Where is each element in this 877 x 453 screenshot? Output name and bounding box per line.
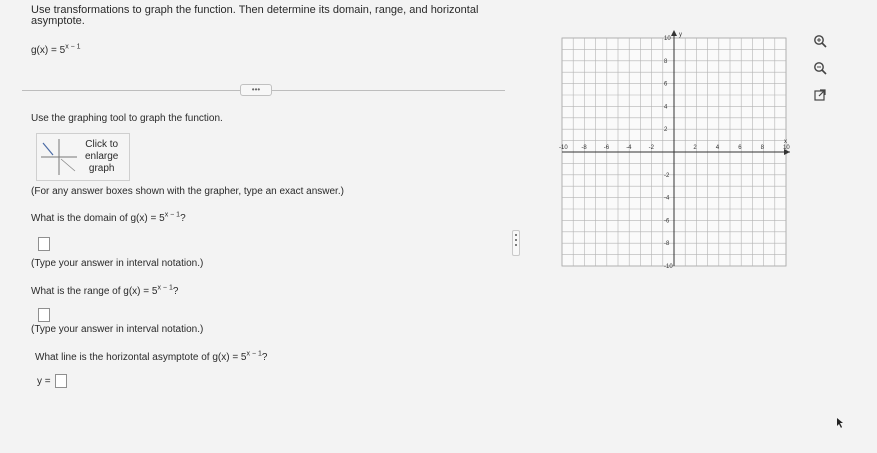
zoom-out-icon[interactable] xyxy=(812,60,828,76)
y-axis-arrow xyxy=(671,30,677,36)
mini-graph-icon xyxy=(39,137,79,177)
y-tick-label: 8 xyxy=(664,58,668,65)
panel-resize-handle[interactable] xyxy=(512,230,520,256)
function-definition xyxy=(31,45,81,56)
x-tick-label: -10 xyxy=(559,145,568,151)
zoom-in-icon[interactable] xyxy=(812,33,828,49)
asymptote-answer-box[interactable] xyxy=(55,374,67,388)
x-tick-label: 2 xyxy=(693,145,697,151)
x-tick-label: 4 xyxy=(715,145,720,151)
range-question: What is the range of $g(x) = 5^{x - 1}$? xyxy=(31,284,179,297)
y-tick-label: 4 xyxy=(664,104,668,111)
y-tick-label: -2 xyxy=(664,172,670,179)
y-tick-label: -4 xyxy=(664,195,670,202)
function-exponent: x − 1 xyxy=(65,43,81,51)
y-tick-label: 2 xyxy=(664,127,668,134)
x-axis-label: x xyxy=(784,139,787,145)
expand-ellipsis-button[interactable]: ••• xyxy=(240,84,272,96)
x-tick-label: -2 xyxy=(648,145,654,151)
y-tick-label: -10 xyxy=(664,264,673,270)
graph-prompt: Use the graphing tool to graph the function. xyxy=(31,113,223,124)
y-tick-label: -6 xyxy=(664,218,670,225)
x-tick-label: -4 xyxy=(626,145,632,151)
x-tick-label: 10 xyxy=(783,145,790,151)
y-tick-label: 6 xyxy=(664,81,668,88)
x-tick-label: 6 xyxy=(738,145,742,151)
x-tick-label: -6 xyxy=(603,145,610,151)
function-lhs: g(x) = 5 xyxy=(31,45,66,56)
coordinate-graph[interactable] xyxy=(556,30,796,275)
x-tick-label: 8 xyxy=(760,145,764,151)
question-instruction: Use transformations to graph the function. Then determine its domain, range, and horizontal asymptote. xyxy=(31,4,479,27)
domain-question: What is the domain of $g(x) = 5^{x - 1}$? xyxy=(31,211,186,224)
range-hint: (Type your answer in interval notation.) xyxy=(31,324,204,335)
y-axis-label: y xyxy=(679,32,682,38)
asymptote-question: What line is the horizontal asymptote of $g(x) = 5^{x - 1}$? xyxy=(35,350,268,363)
y-tick-label: -8 xyxy=(664,241,670,248)
external-link-icon[interactable] xyxy=(812,87,828,103)
domain-hint: (Type your answer in interval notation.) xyxy=(31,258,204,269)
exact-answer-note: (For any answer boxes shown with the grapher, type an exact answer.) xyxy=(31,186,344,197)
domain-answer-box[interactable] xyxy=(38,237,50,251)
x-tick-label: -8 xyxy=(581,145,587,151)
enlarge-label: Click to enlarge graph xyxy=(85,139,119,174)
mouse-cursor-icon xyxy=(836,418,844,428)
asymptote-answer-label: y = xyxy=(37,376,51,387)
y-tick-label: 10 xyxy=(664,36,671,42)
enlarge-graph-button[interactable] xyxy=(36,133,130,181)
range-answer-box[interactable] xyxy=(38,308,50,322)
